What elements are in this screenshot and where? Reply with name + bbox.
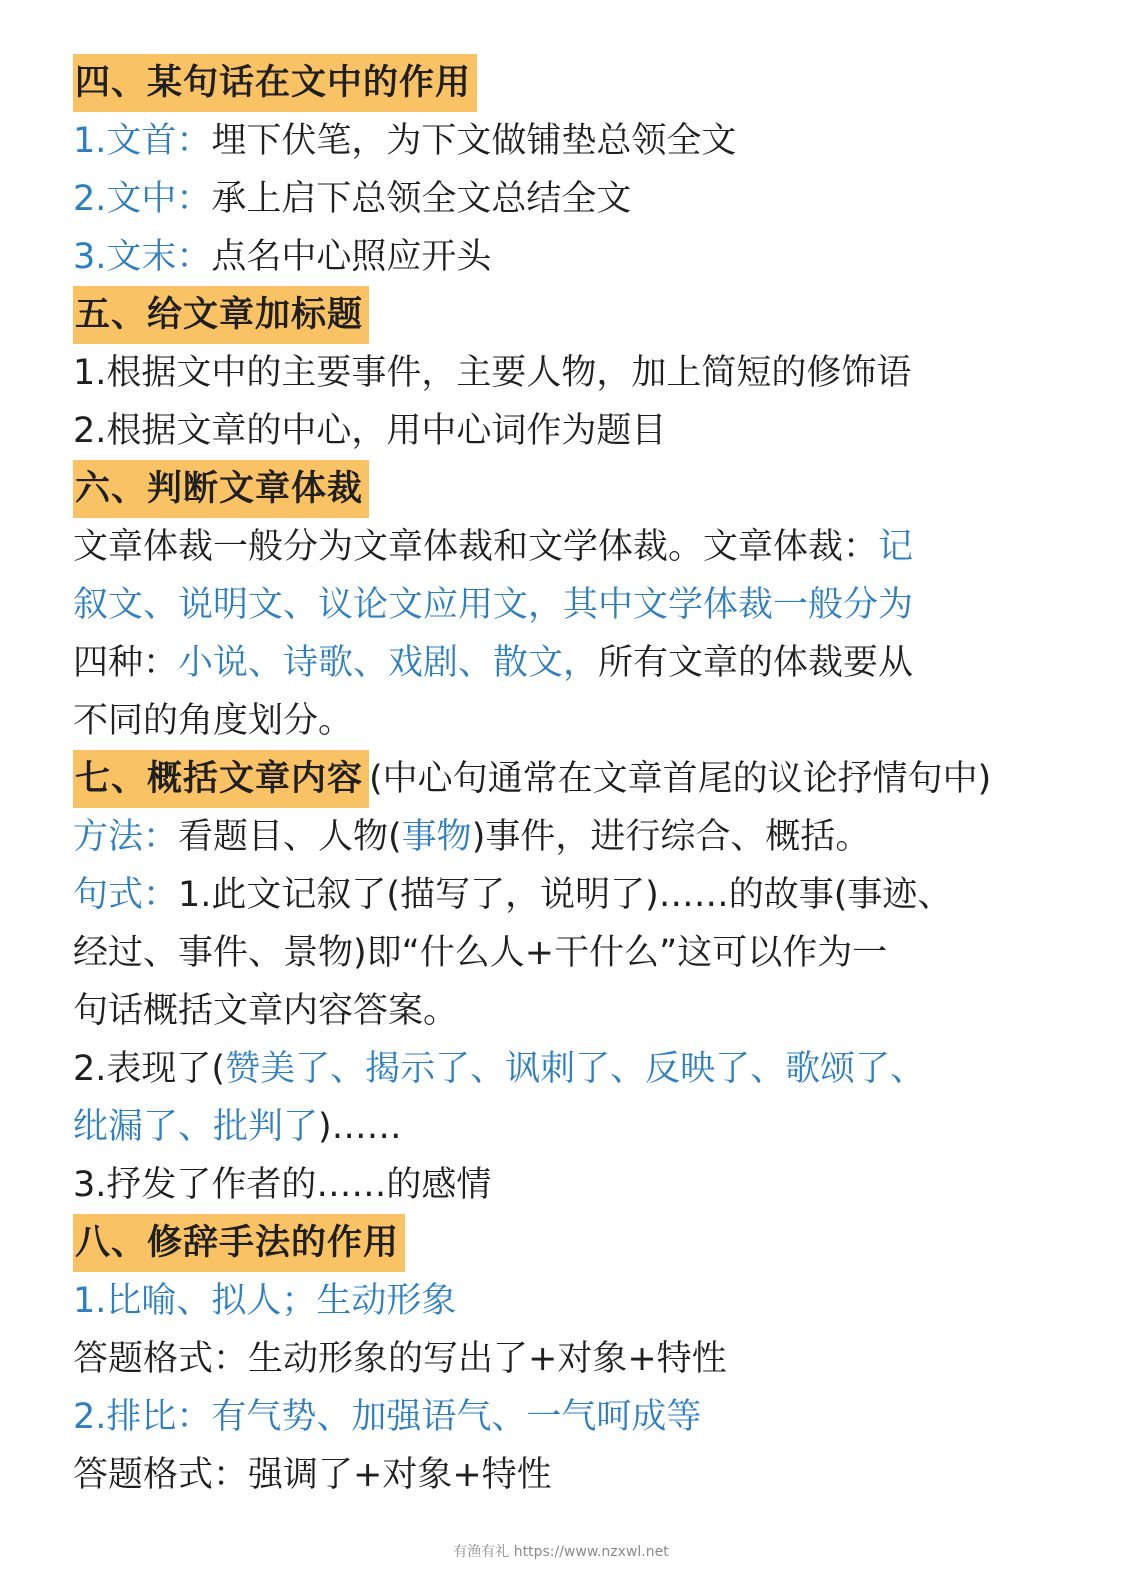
highlight-text: 记 bbox=[878, 527, 914, 567]
section-6-paragraph-line-3 bbox=[73, 634, 1073, 692]
body-text: 2.表现了( bbox=[73, 1049, 226, 1089]
highlight-text: 赞美了、揭示了、讽刺了、反映了、歌颂了、 bbox=[225, 1049, 926, 1089]
section-8-item-2-format bbox=[73, 1446, 1073, 1504]
section-8-heading: 八、修辞手法的作用 bbox=[73, 1214, 405, 1272]
footer-watermark: 有渔有礼 https://www.nzxwl.net bbox=[453, 1544, 669, 1560]
body-text: )事件，进行综合、概括。 bbox=[471, 817, 871, 857]
body-text: 不同的角度划分。 bbox=[73, 701, 354, 741]
body-text: 经过、事件、景物)即“什么人+干什么”这可以作为一 bbox=[73, 933, 888, 973]
body-text: 1.根据文中的主要事件，主要人物，加上简短的修饰语 bbox=[73, 353, 912, 393]
section-5-line-1 bbox=[73, 344, 1073, 402]
item-text: 点名中心照应开头 bbox=[211, 237, 492, 277]
section-7-heading: 七、概括文章内容 bbox=[73, 750, 369, 808]
section-6-paragraph-line-1 bbox=[73, 518, 1073, 576]
section-7-heading-line bbox=[73, 750, 1073, 808]
item-label: 1.文首： bbox=[73, 121, 212, 161]
highlight-text: 事物 bbox=[401, 817, 472, 857]
section-6-heading: 六、判断文章体裁 bbox=[73, 460, 369, 518]
body-text: 答题格式：强调了+对象+特性 bbox=[73, 1455, 552, 1495]
section-7-point-2-line-1 bbox=[73, 1040, 1073, 1098]
method-label: 方法： bbox=[73, 817, 179, 857]
body-text: 文章体裁一般分为文章体裁和文学体裁。文章体裁： bbox=[73, 527, 879, 567]
highlight-text: 小说、诗歌、戏剧、散文， bbox=[178, 643, 599, 683]
section-7-method-line bbox=[73, 808, 1073, 866]
body-text: 看题目、人物( bbox=[178, 817, 402, 857]
section-8-item-2 bbox=[73, 1388, 1073, 1446]
highlight-text: 叙文、说明文、议论文应用文，其中文学体裁一般分为 bbox=[73, 585, 914, 625]
pattern-label: 句式： bbox=[73, 875, 179, 915]
body-text: )…… bbox=[318, 1107, 402, 1147]
section-6-paragraph-line-4 bbox=[73, 692, 1073, 750]
section-6-paragraph-line-2 bbox=[73, 576, 1073, 634]
section-7-point-2-line-2 bbox=[73, 1098, 1073, 1156]
section-4-heading: 四、某句话在文中的作用 bbox=[73, 54, 477, 112]
body-text: 句话概括文章内容答案。 bbox=[73, 991, 459, 1031]
section-5-line-2 bbox=[73, 402, 1073, 460]
section-8-item-1-format bbox=[73, 1330, 1073, 1388]
item-text: 埋下伏笔，为下文做铺垫总领全文 bbox=[211, 121, 737, 161]
item-label: 3.文末： bbox=[73, 237, 212, 277]
section-6-heading-line bbox=[73, 460, 1073, 518]
section-7-pattern-line-1 bbox=[73, 866, 1073, 924]
section-7-pattern-line-2 bbox=[73, 924, 1073, 982]
heading-note: (中心句通常在文章首尾的议论抒情句中) bbox=[369, 759, 992, 799]
body-text: 2.根据文章的中心，用中心词作为题目 bbox=[73, 411, 667, 451]
document-content bbox=[73, 54, 1073, 1504]
body-text: 1.此文记叙了(描写了，说明了)……的故事(事迹、 bbox=[178, 875, 953, 915]
highlight-text: 1.比喻、拟人；生动形象 bbox=[73, 1281, 457, 1321]
highlight-text: 2.排比：有气势、加强语气、一气呵成等 bbox=[73, 1397, 702, 1437]
item-label: 2.文中： bbox=[73, 179, 212, 219]
highlight-text: 纰漏了、批判了 bbox=[73, 1107, 319, 1147]
body-text: 四种： bbox=[73, 643, 179, 683]
body-text: 3.抒发了作者的……的感情 bbox=[73, 1165, 492, 1205]
section-8-heading-line bbox=[73, 1214, 1073, 1272]
section-4-heading-line bbox=[73, 54, 1073, 112]
body-text: 答题格式：生动形象的写出了+对象+特性 bbox=[73, 1339, 727, 1379]
item-text: 承上启下总领全文总结全文 bbox=[211, 179, 632, 219]
section-4-item-3 bbox=[73, 228, 1073, 286]
section-4-item-2 bbox=[73, 170, 1073, 228]
section-7-point-3 bbox=[73, 1156, 1073, 1214]
section-7-pattern-line-3 bbox=[73, 982, 1073, 1040]
section-4-item-1 bbox=[73, 112, 1073, 170]
section-8-item-1 bbox=[73, 1272, 1073, 1330]
section-5-heading: 五、给文章加标题 bbox=[73, 286, 369, 344]
section-5-heading-line bbox=[73, 286, 1073, 344]
body-text: 所有文章的体裁要从 bbox=[598, 643, 914, 683]
